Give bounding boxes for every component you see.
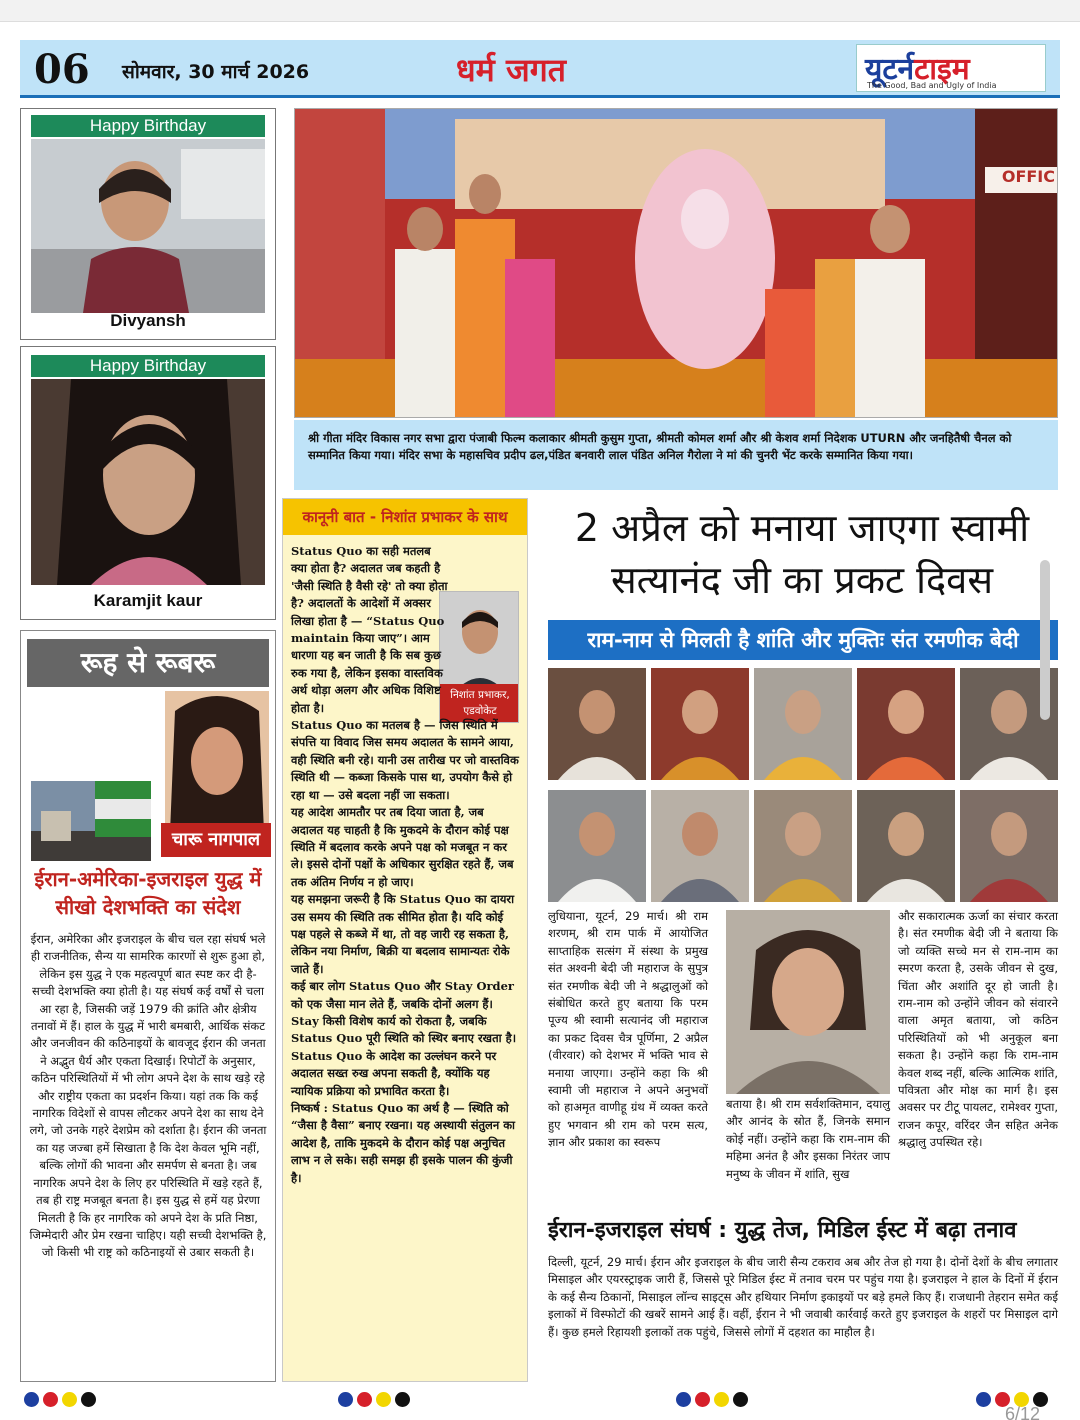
satsang-photo-figure bbox=[754, 790, 852, 902]
birthday-card-divyansh bbox=[20, 108, 276, 340]
story-headline: 2 अप्रैल को मनाया जाएगा स्वामी सत्यानंद जी का प्रकट दिवस bbox=[574, 506, 1030, 602]
story-subhead: राम-नाम से मिलती है शांति और मुक्तिः संत रमणीक बेदी bbox=[548, 620, 1058, 660]
satsang-photo-figure bbox=[651, 790, 749, 902]
rooh-se-rubru-column bbox=[20, 630, 276, 1382]
top-edge bbox=[0, 0, 1080, 22]
satsang-photo bbox=[548, 790, 646, 902]
satsang-photo bbox=[651, 668, 749, 780]
birthday-photo-boy bbox=[31, 139, 265, 313]
temple-photo-illustration bbox=[295, 109, 1058, 418]
registration-dot bbox=[395, 1392, 410, 1407]
legal-paragraph: यह समझना जरूरी है कि Status Quo का दायरा उस समय की स्थिति तक सीमित होता है। यदि कोई पक्ष पहले से कब्जे में था, तो वह जारी रह सकता है, लेकिन नया निर्माण, बिक्री या बदलाव सामान्यतः रोके जाते हैं। bbox=[291, 892, 515, 976]
registration-dot bbox=[338, 1392, 353, 1407]
satsang-photo bbox=[754, 668, 852, 780]
birthday-card-karamjit bbox=[20, 346, 276, 620]
logo-main: यूटर्न bbox=[865, 52, 915, 87]
satsang-photo bbox=[651, 790, 749, 902]
woman-photo-illustration bbox=[31, 379, 265, 585]
registration-dot bbox=[357, 1392, 372, 1407]
registration-dot bbox=[81, 1392, 96, 1407]
story-column-2: बताया है। श्री राम सर्वशक्तिमान, दयालु और आनंद के स्रोत हैं, जिनके समान कोई नहीं। उन्होंने कहा कि राम-नाम की महिमा अनंत है और इसका निरंतर जाप मनुष्य के जीवन में शांति, सुख bbox=[726, 1097, 890, 1181]
registration-dot bbox=[62, 1392, 77, 1407]
registration-dot bbox=[733, 1392, 748, 1407]
registration-dot bbox=[976, 1392, 991, 1407]
legal-intro: Status Quo का सही मतलब क्या होता है? अदालत जब कहती है 'जैसी स्थिति है वैसी रहे' तो क्या होता है? अदालतों के आदेशों में अक्सर लिखा होता है — “Status Quo maintain किया जाए”। आम धारणा यह बन जाती है कि सब कुछ रुक गया है, लेकिन इसका वास्तविक अर्थ थोड़ा अलग और अधिक विशिष्ट होता है। bbox=[291, 544, 448, 715]
legal-paragraph: Status Quo का मतलब है — जिस स्थिति में संपत्ति या विवाद जिस समय अदालत के सामने आया, वही स्थिति बनी रहे। यानी उस तारीख पर जो वास्तविक स्थिति थी — कब्जा किसके पास था, उपयोग कैसे हो रहा था — उसे बदला नहीं जा सकता। bbox=[291, 718, 519, 802]
legal-paragraph: कई बार लोग Status Quo और Stay Order को एक जैसा मान लेते हैं, जबकि दोनों अलग हैं। Stay किसी विशेष कार्य को रोकता है, जबकि Status Quo पूरी स्थिति को स्थिर बनाए रखता है। bbox=[291, 979, 517, 1046]
temple-photo-caption: श्री गीता मंदिर विकास नगर सभा द्वारा पंजाबी फिल्म कलाकार श्रीमती कुसुम गुप्ता, श्रीमती कोमल शर्मा और श्री केशव शर्मा निदेशक UTURN और जनहितैषी चैनल को सम्मानित किया गया। मंदिर सभा के महासचिव प्रदीप ढल,पंडित बनवारी लाल पंडित अनिल गैरोला ने मां की चुनरी भेंट करके सम्मानित किया गया। bbox=[294, 420, 1058, 490]
logo-accent: टाइम bbox=[914, 52, 970, 87]
legal-paragraph: यह आदेश आमतौर पर तब दिया जाता है, जब अदालत यह चाहती है कि मुकदमे के दौरान कोई पक्ष स्थिति में बदलाव करके अपने पक्ष को मजबूत न कर ले। इससे दोनों पक्षों के अधिकार सुरक्षित रहते हैं, जब तक अंतिम निर्णय न हो जाए। bbox=[291, 805, 514, 889]
registration-marks-center bbox=[338, 1392, 414, 1408]
boy-photo-illustration bbox=[31, 139, 265, 313]
satsang-photo-figure bbox=[548, 790, 646, 902]
center-photo-illustration bbox=[726, 910, 890, 1094]
registration-dot bbox=[24, 1392, 39, 1407]
war-news-thumbnail bbox=[31, 781, 151, 861]
registration-marks-left bbox=[24, 1392, 100, 1408]
legal-column-head: कानूनी बात - निशांत प्रभाकर के साथ bbox=[283, 499, 527, 535]
temple-office-sign: OFFIC bbox=[1001, 167, 1055, 186]
page-indicator: 6/12 bbox=[1004, 1404, 1040, 1420]
legal-paragraph: निष्कर्ष : Status Quo का अर्थ है — स्थिति को “जैसा है वैसा” बनाए रखना। यह अस्थायी संतुलन का आदेश है, ताकि मुकदमे के दौरान कोई पक्ष अनुचित लाभ न ले सके। सही समझ ही इसके पालन की कुंजी है। bbox=[291, 1101, 516, 1185]
page-scrollbar[interactable] bbox=[1040, 560, 1050, 720]
temple-event-photo bbox=[294, 108, 1058, 418]
birthday-photo-woman bbox=[31, 379, 265, 585]
column-body: ईरान, अमेरिका और इजराइल के बीच चल रहा संघर्ष भले ही राजनीतिक, सैन्य या सामरिक कारणों से शुरू हुआ हो, लेकिन इस युद्ध ने एक महत्वपूर्ण बात स्पष्ट कर दी है- सच्ची देशभक्ति क्या होती है। यह संघर्ष कई वर्षों से चला आ रहा है, जिसकी जड़ें 1979 की क्रांति और क्षेत्रीय तनावों में हैं। हाल के युद्ध में भारी बमबारी, आर्थिक संकट और जनजीवन की कठिनाइयों के बावजूद ईरान की जनता ने अद्भुत धैर्य और एकता दिखाई। रिपोर्टों के अनुसार, कठिन परिस्थितियों में भी लोग अपने देश के साथ खड़े रहे और राष्ट्रीय एकता का प्रदर्शन किया। यहां तक कि कई नागरिक विदेशों से वापस लौटकर अपने देश का साथ देने लगे, जो उनके गहरे देशप्रेम को दर्शाता है। ईरान की जनता का यह जज्बा हमें सिखाता है कि देश केवल भूमि नहीं, बल्कि लोगों की भावना और समर्पण से बनता है। जब नागरिक अपने देश के लिए हर परिस्थिति में खड़े रहते हैं, तब ही राष्ट्र मजबूत बनता है। इस युद्ध से हमें यह प्रेरणा मिलती है कि हर नागरिक को अपने देश के प्रति निष्ठा, जिम्मेदारी और प्रेम रखना चाहिए। यही सच्ची देशभक्ति है, जो किसी भी राष्ट्र को कठिनाइयों से उबार सकती है। bbox=[29, 932, 267, 1260]
birthday-name: Divyansh bbox=[110, 311, 186, 330]
advocate-title: एडवोकेट bbox=[463, 705, 497, 717]
birthday-name: Karamjit kaur bbox=[93, 591, 203, 610]
birthday-banner: Happy Birthday bbox=[31, 355, 265, 377]
registration-marks-right bbox=[676, 1392, 752, 1408]
registration-dot bbox=[676, 1392, 691, 1407]
satsang-photo-figure bbox=[548, 668, 646, 780]
legal-paragraph: Status Quo के आदेश का उल्लंघन करने पर अदालत सख्त रुख अपना सकती है, क्योंकि यह न्यायिक प्रक्रिया को प्रभावित करता है। bbox=[291, 1048, 497, 1098]
satsang-photo bbox=[857, 790, 955, 902]
story-center-photo bbox=[726, 910, 890, 1094]
story-column-3: और सकारात्मक ऊर्जा का संचार करता है। संत रमणीक बेदी जी ने बताया कि जो व्यक्ति सच्चे मन से राम-नाम का स्मरण करता है, उसके जीवन से दुख, चिंता और अशांति दूर हो जाती है। राम-नाम को उन्होंने जीवन को संवारने वाला अमृत बताया, जो कठिन परिस्थितियों को भी अनुकूल बना सकता है। उन्होंने कहा कि राम-नाम केवल शब्द नहीं, बल्कि आत्मिक शांति, पवित्रता और मोक्ष का मार्ग है। इस अवसर पर टीटू पायलट, रामेश्वर गुप्ता, राजन कपूर, वरिंदर जैन सहित अनेक श्रद्धालु उपस्थित रहे। bbox=[898, 909, 1058, 1150]
legal-column-body bbox=[291, 543, 519, 1187]
masthead bbox=[20, 40, 1060, 98]
birthday-banner: Happy Birthday bbox=[31, 115, 265, 137]
author-name-tag: चारू नागपाल bbox=[161, 823, 271, 857]
satsang-photo-figure bbox=[857, 668, 955, 780]
story-column-1: लुधियाना, यूटर्न, 29 मार्च। श्री राम शरणम्, श्री राम पार्क में आयोजित साप्ताहिक सत्संग में संस्था के प्रमुख संत अश्वनी बेदी जी महाराज के सुपुत्र संत रमणीक बेदी जी ने श्रद्धालुओं को संबोधित करते हुए बताया कि परम पूज्य श्री स्वामी सत्यानंद जी महाराज का प्रकट दिवस चैत्र पूर्णिमा, 2 अप्रैल (वीरवार) को देशभर में भक्ति भाव से मनाया जाएगा। उन्होंने कहा कि श्री स्वामी जी महाराज ने अपने अनुभवों को हाअमृत वाणीहू ग्रंथ में व्यक्त करते हुए भगवान श्री राम को परम सत्य, ज्ञान और प्रकाश का स्वरूप bbox=[548, 909, 708, 1150]
registration-dot bbox=[695, 1392, 710, 1407]
satsang-photo-figure bbox=[960, 790, 1058, 902]
satsang-photo bbox=[754, 790, 852, 902]
legal-column bbox=[282, 498, 528, 1382]
satsang-photo bbox=[857, 668, 955, 780]
registration-dot bbox=[714, 1392, 729, 1407]
section-title: धर्म जगत bbox=[456, 51, 566, 89]
satsang-photo-figure bbox=[754, 668, 852, 780]
satsang-photo-figure bbox=[857, 790, 955, 902]
satsang-photo-figure bbox=[651, 668, 749, 780]
registration-dot bbox=[43, 1392, 58, 1407]
registration-dot bbox=[376, 1392, 391, 1407]
column-headline: ईरान-अमेरिका-इजराइल युद्ध में सीखो देशभक्ति का संदेश bbox=[34, 867, 262, 919]
newspaper-logo bbox=[856, 44, 1046, 92]
advocate-name: निशांत प्रभाकर, bbox=[450, 689, 510, 701]
satsang-photo bbox=[548, 668, 646, 780]
column-band: रूह से रूबरू bbox=[27, 639, 269, 687]
page-number: 06 bbox=[34, 46, 90, 93]
story2-body: दिल्ली, यूटर्न, 29 मार्च। ईरान और इजराइल के बीच जारी सैन्य टकराव अब और तेज हो गया है। दोनों देशों के बीच लगातार मिसाइल और एयरस्ट्राइक जारी हैं, जिससे पूरे मिडिल ईस्ट में तनाव चरम पर पहुंच गया है। इजराइल ने हाल के दिनों में ईरान के कई सैन्य ठिकानों, मिसाइल लॉन्च साइट्स और हथियार निर्माण इकाइयों पर बड़े हमले किए हैं। राजधानी तेहरान समेत कई इलाकों में विस्फोटों की खबरें सामने आई हैं। वहीं, ईरान ने भी जवाबी कार्रवाई करते हुए इजराइल के शहरों पर मिसाइल दागे हैं। कुछ हमले रिहायशी इलाकों तक पहुंचे, जिससे लोगों में दहशत का माहौल है। bbox=[548, 1255, 1058, 1339]
war-news-illustration bbox=[31, 781, 151, 861]
satsang-photo bbox=[960, 790, 1058, 902]
issue-date: सोमवार, 30 मार्च 2026 bbox=[122, 61, 310, 83]
logo-tagline: The Good, Bad and Ugly of India bbox=[867, 81, 997, 90]
story2-headline: ईरान-इजराइल संघर्ष : युद्ध तेज, मिडिल ईस्ट में बढ़ा तनाव bbox=[548, 1218, 1017, 1243]
